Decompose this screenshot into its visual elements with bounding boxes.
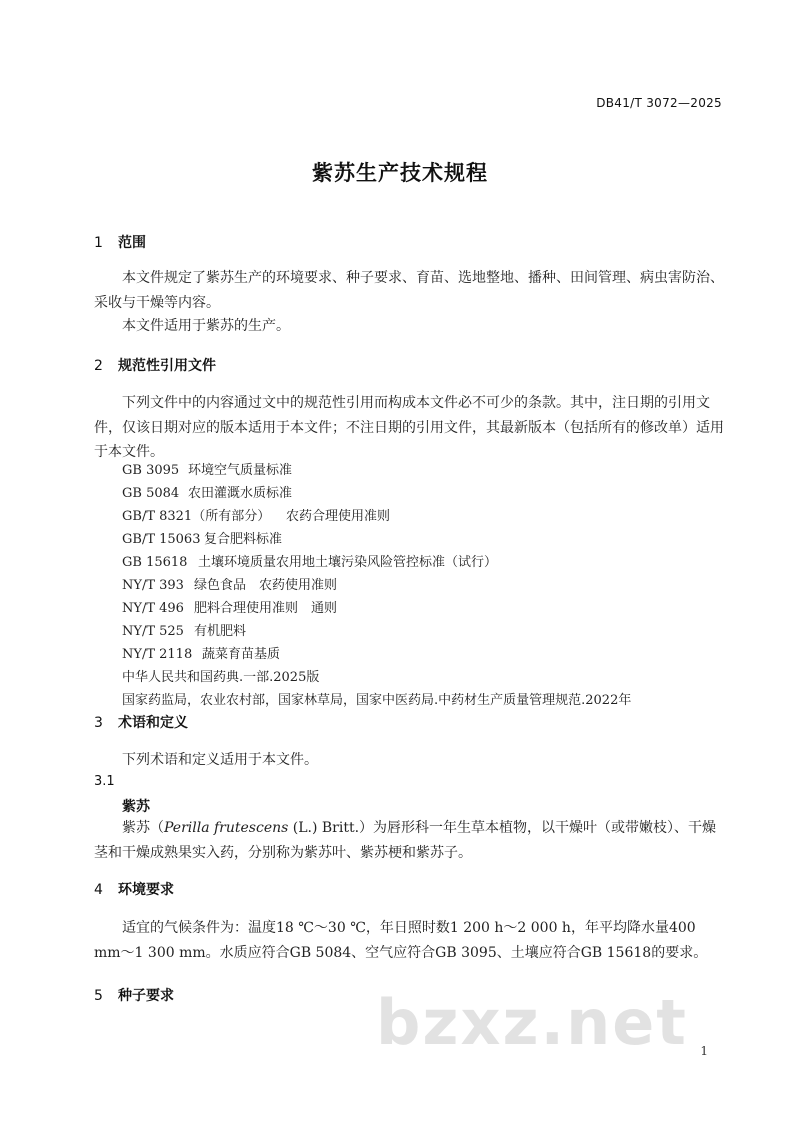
reference-item [122, 505, 390, 524]
reference-code: NY/T 393 [122, 578, 184, 593]
reference-name: 复合肥料标准 [204, 532, 283, 547]
section-3-heading [94, 712, 188, 732]
section-1-paragraph-2: 本文件适用于紫苏的生产。 [122, 318, 290, 334]
reference-name: 农药合理使用准则 [286, 509, 391, 524]
term-definition-prefix: 紫苏（ [122, 820, 164, 836]
section-5-heading [94, 985, 174, 1005]
section-number: 2 [94, 358, 103, 374]
reference-name: 绿色食品 农药使用准则 [194, 578, 338, 593]
section-3-intro: 下列术语和定义适用于本文件。 [122, 752, 318, 768]
reference-code: NY/T 496 [122, 601, 184, 616]
section-title: 规范性引用文件 [118, 358, 216, 374]
reference-name: 环境空气质量标准 [188, 463, 293, 478]
reference-name: 土壤环境质量农用地土壤污染风险管控标准（试行） [198, 555, 498, 570]
section-number: 3 [94, 715, 103, 731]
section-title: 范围 [118, 235, 146, 251]
reference-name: 有机肥料 [194, 624, 247, 639]
reference-name: 蔬菜育苗基质 [202, 647, 281, 662]
reference-code: NY/T 2118 [122, 647, 193, 662]
term-definition [94, 816, 726, 865]
section-4-paragraph: 适宜的气候条件为：温度18 ℃～30 ℃，年日照时数1 200 h～2 000 h，年平均降水量400 mm～1 300 mm。水质应符合GB 5084、空气应符合GB 3095、土壤应符合GB 15618的要求。 [94, 920, 708, 961]
reference-name: 肥料合理使用准则 通则 [194, 601, 338, 616]
section-number: 5 [94, 988, 103, 1004]
reference-code: GB 3095 [122, 463, 180, 478]
reference-item [122, 620, 246, 639]
reference-item [122, 459, 292, 478]
term-name: 紫苏 [122, 799, 150, 815]
reference-code: GB/T 8321（所有部分） [122, 509, 271, 524]
section-4-heading [94, 879, 174, 899]
section-1-heading [94, 232, 146, 252]
reference-item: 国家药监局，农业农村部，国家林草局，国家中医药局.中药材生产质量管理规范.2022年 [122, 693, 632, 708]
section-number: 1 [94, 235, 103, 251]
term-number: 3.1 [94, 774, 115, 789]
section-title: 术语和定义 [118, 715, 188, 731]
document-title: 紫苏生产技术规程 [312, 161, 488, 185]
section-title: 种子要求 [118, 988, 174, 1004]
section-2-heading [94, 355, 216, 375]
section-title: 环境要求 [118, 882, 174, 898]
reference-item: 中华人民共和国药典.一部.2025版 [122, 670, 320, 685]
section-2-intro: 下列文件中的内容通过文中的规范性引用而构成本文件必不可少的条款。其中，注日期的引用文件，仅该日期对应的版本适用于本文件；不注日期的引用文件，其最新版本（包括所有的修改单）适用于本文件。 [94, 395, 724, 460]
section-1-paragraph-1: 本文件规定了紫苏生产的环境要求、种子要求、育苗、选地整地、播种、田间管理、病虫害防治、采收与干燥等内容。 [94, 270, 724, 311]
reference-item [122, 551, 497, 570]
watermark: bzxz.net [376, 986, 688, 1059]
term-definition-text: 为唇形科一年生草本植物，以干燥叶（或带嫩枝）、干燥茎和干燥成熟果实入药，分别称为紫苏叶、紫苏梗和紫苏子。 [94, 820, 717, 861]
reference-item [122, 528, 282, 547]
reference-code: GB 15618 [122, 555, 188, 570]
reference-item [122, 643, 280, 662]
latin-author: (L.) Britt.） [288, 820, 374, 836]
reference-name: 农田灌溉水质标准 [188, 486, 293, 501]
reference-code: GB 5084 [122, 486, 180, 501]
reference-item [122, 597, 337, 616]
reference-item [122, 574, 337, 593]
latin-name: Perilla frutescens [164, 820, 289, 836]
standard-code: DB41/T 3072—2025 [596, 96, 722, 110]
reference-code: GB/T 15063 [122, 532, 201, 547]
page-number: 1 [700, 1044, 708, 1058]
reference-code: NY/T 525 [122, 624, 184, 639]
reference-item [122, 482, 292, 501]
section-number: 4 [94, 882, 103, 898]
